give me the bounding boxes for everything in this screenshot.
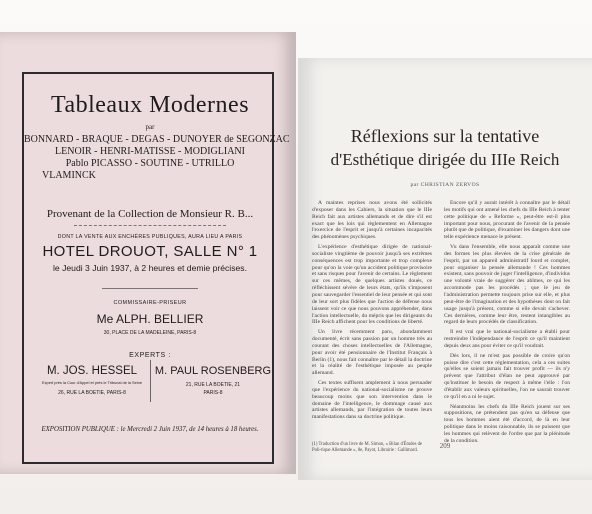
paragraph: A maintes reprises nous avons été sollicités d'exposer dans les Cahiers, la situation que le IIIe Reich fait aux artistes allemands et de dire s'il est exact que les lois qui règlementent en Allemagne l'exercice de l'esprit et jusqu'à certaines incapacités des phénomènes psychiques. bbox=[312, 200, 432, 241]
paragraph: Encore qu'il y aurait intérêt à connaître par le détail les motifs qui ont amené les chefs du IIIe Reich à tenter cette politique de « Reforme », peut-être est-il plus important pour nous, procurant de l'avenir de la pensée plutôt que de politique, d'examiner les dangers dont une telle expérience menace le présent. bbox=[444, 200, 570, 241]
article-column-right bbox=[444, 200, 570, 446]
sale-notice: DONT LA VENTE AUX ENCHÈRES PUBLIQUES, AURA LIEU A PARIS bbox=[57, 234, 243, 240]
experts-separator bbox=[150, 360, 151, 402]
page-number: 209 bbox=[439, 442, 451, 450]
commissaire-label: COMMISSAIRE-PRISEUR bbox=[113, 300, 187, 306]
left-page bbox=[0, 32, 296, 474]
paragraph: Néanmoins les chefs du IIIe Reich jouent sur ses suppositions, ne prétendent pas qu'en sa défense que tous les hommes aient été d'accord, de là en leur politique dans le moins raisonnable, ils se puissent que les hommes qui relèvent de l'ordre que par la plénitude de la condition. bbox=[444, 403, 570, 444]
exhibition-notice: EXPOSITION PUBLIQUE : le Mercredi 2 Juin 1937, de 14 heures à 18 heures. bbox=[41, 426, 259, 433]
advert-par: par bbox=[145, 123, 155, 131]
article-footnote: (1) Traduction d'un livre de M. Simon, « Bilan d'Études de Poli-tique Allemande », 8e, Payot, Librairie : Gallimard. bbox=[312, 442, 423, 453]
venue: HOTEL DROUOT, SALLE N° 1 bbox=[42, 243, 258, 260]
advert-title: Tableaux Modernes bbox=[50, 92, 250, 118]
paragraph: Dès lors, il ne m'est pas possible de croire qu'on puisse dire c'est cette réglementation, cela a ces suites qu'elles se soient jamais fait trouver profit — ils n'y prévent que l'attribut d'élan ne peut approuvé par qu'instituer le besoin de respect à même l'elle : l'on d'établir aux valeurs spirituelles, l'on ne saurait trouver ce qu'il en a ni le sujet. bbox=[444, 352, 570, 400]
expert1-name: M. JOS. HESSEL bbox=[46, 365, 138, 377]
expert1-address: 26, RUE LA BOETIE, PARIS-8 bbox=[58, 390, 126, 396]
experts-label: EXPERTS : bbox=[129, 352, 171, 359]
artists-line-1: BONNARD - BRAQUE - DEGAS - DUNOYER de SEGONZAC bbox=[24, 134, 290, 145]
expert2-address-1: 21, RUE LA BOETIE, 21 bbox=[185, 382, 241, 388]
article-column-left bbox=[312, 200, 432, 436]
artists-line-4: VLAMINCK bbox=[42, 170, 96, 181]
article-title-line-2: d'Esthétique dirigée du IIIe Reich bbox=[330, 150, 560, 169]
commissaire-name: Me ALPH. BELLIER bbox=[96, 312, 204, 326]
provenance: Provenant de la Collection de Monsieur R. B... bbox=[46, 208, 254, 220]
sale-date: le Jeudi 3 Juin 1937, à 2 heures et demie précises. bbox=[53, 263, 247, 273]
expert2-address-2: PARIS-8 bbox=[203, 390, 223, 396]
paragraph: Il est vrai que le national-socialisme a établi pour restreindre l'indépendance de l'esprit ce qu'il maintient depuis deux ans pour éviter ce qu'il voudrait. bbox=[444, 329, 570, 349]
paragraph: Ces textes suffisent amplement à nous persuader que l'expérience du national-socialisme ne prouve beaucoup moins que son intervention dans le domaine de l'intelligence, le dommage causé aux artistes allemands, par l'intégration de toutes leurs manifestations dans sa doctrine politique. bbox=[312, 380, 432, 421]
paragraph: Un livre récemment paru, abondamment documenté, écrit sans passion par un homme très au courant des choses intellectuelles de l'Allemagne, pour avoir été pensionnaire de l'Institut Français à Berlin (1), nous fait connaître par le détail la doctrine et la réalité de l'esthétique imposée au peuple allemand. bbox=[312, 329, 432, 377]
artists-line-2: LENOIR - HENRI-MATISSE - MODIGLIANI bbox=[55, 146, 245, 157]
article-title-line-1: Réflexions sur la tentative bbox=[350, 126, 540, 146]
right-page bbox=[298, 58, 592, 480]
divider-rule bbox=[102, 288, 198, 289]
paragraph: Vu dans l'ensemble, elle nous apparaît comme une des formes les plus élevées de la crise générale de l'esprit, par un appareil administratif lourd et complet, pour organiser la pensée allemande ! Ces hommes existent, sans pouvoir de juger l'intelligence, d'individus une volonté vraie de suggérer des abîmes, ce qui les accommode pas les procédés ; que le jeu de l'administration permette toujours prise sur elle, et plus peut-être de l'imagination et des hypothèses dont on fait usage jusqu'à présent, comme si elle devait s'achever. Ces dernières, comme leur être, restent intangibles au regard de leurs procédés de classification. bbox=[444, 244, 570, 326]
catalogue-advert-frame bbox=[22, 72, 290, 464]
commissaire-address: 30, PLACE DE LA MADELEINE, PARIS-8 bbox=[103, 330, 197, 336]
expert2-name: M. PAUL ROSENBERG bbox=[154, 365, 272, 377]
divider-dashed bbox=[74, 225, 226, 226]
article-author: par CHRISTIAN ZERVOS bbox=[410, 182, 480, 188]
expert1-detail: Expert près la Cour d'Appel et près le Tribunal de la Seine bbox=[41, 380, 142, 385]
paragraph: L'expérience d'esthétique dirigée de national-socialiste vingtième de pouvoir jusqu'à ses extrêmes conséquences est trop importante et trop complexe pour qu'on la voie qu'un accident politique provisoire et sans risques pour l'avenir de certains. Le règlement sur ces mêmes, de quelques artistes doués, ce réfléchissent sévère de leurs états, qu'ils s'imposent pour sauvegarder l'essentiel de leur pensée et qui sont de leur sort plus fidèles que l'action de défense nous laissent voir ce que nous pouvons appréhender, dans l'action intellectuelle, du mépris que les dirigeants du IIIe Reich affichent pour les conditions de liberté. bbox=[312, 244, 432, 326]
artists-line-3: Pablo PICASSO - SOUTINE - UTRILLO bbox=[65, 158, 235, 169]
